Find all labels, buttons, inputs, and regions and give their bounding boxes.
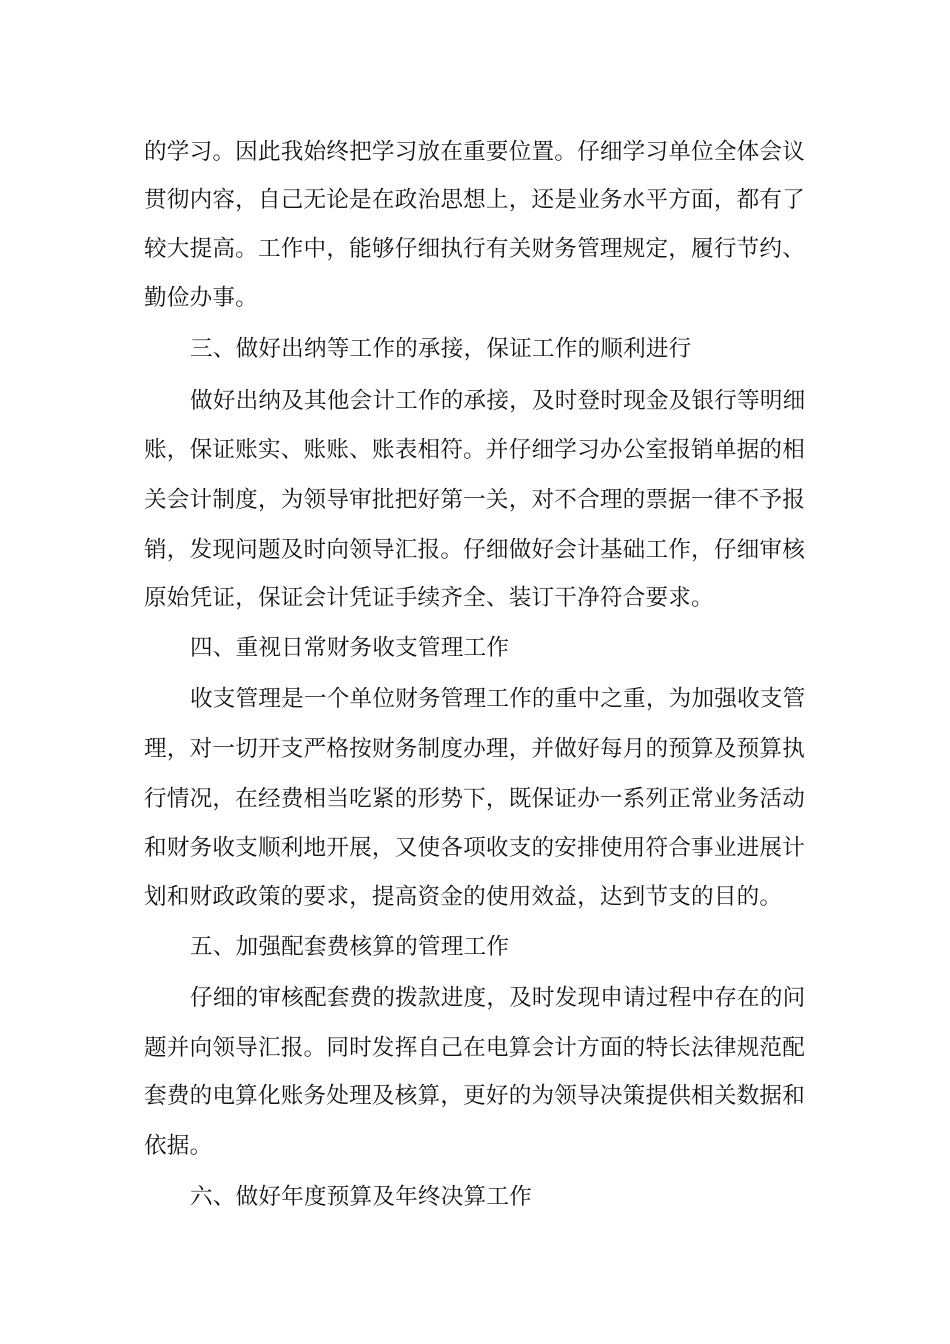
section-heading: 五、加强配套费核算的管理工作 bbox=[190, 934, 510, 960]
text-line: 贯彻内容，自己无论是在政治思想上，还是业务水平方面，都有了 bbox=[144, 187, 806, 213]
text-line: 依据。 bbox=[144, 1133, 213, 1159]
section-heading: 四、重视日常财务收支管理工作 bbox=[190, 635, 510, 661]
text-line: 仔细的审核配套费的拨款进度，及时发现申请过程中存在的问 bbox=[190, 985, 806, 1011]
text-line: 账，保证账实、账账、账表相符。并仔细学习办公室报销单据的相 bbox=[144, 437, 806, 463]
text-line: 较大提高。工作中，能够仔细执行有关财务管理规定，履行节约、 bbox=[144, 236, 806, 262]
text-line: 关会计制度，为领导审批把好第一关，对不合理的票据一律不予报 bbox=[144, 487, 806, 513]
text-line: 收支管理是一个单位财务管理工作的重中之重，为加强收支管 bbox=[190, 686, 806, 712]
text-line: 原始凭证，保证会计凭证手续齐全、装订干净符合要求。 bbox=[144, 585, 714, 611]
text-line: 和财务收支顺利地开展，又使各项收支的安排使用符合事业进展计 bbox=[144, 835, 806, 861]
text-line: 套费的电算化账务处理及核算，更好的为领导决策提供相关数据和 bbox=[144, 1083, 806, 1109]
text-line: 的学习。因此我始终把学习放在重要位置。仔细学习单位全体会议 bbox=[144, 139, 806, 165]
text-line: 勤俭办事。 bbox=[144, 285, 258, 311]
text-line: 销，发现问题及时向领导汇报。仔细做好会计基础工作，仔细审核 bbox=[144, 537, 806, 563]
section-heading: 六、做好年度预算及年终决算工作 bbox=[190, 1184, 532, 1210]
text-line: 题并向领导汇报。同时发挥自己在电算会计方面的特长法律规范配 bbox=[144, 1035, 806, 1061]
section-heading: 三、做好出纳等工作的承接，保证工作的顺利进行 bbox=[190, 336, 692, 362]
text-line: 做好出纳及其他会计工作的承接，及时登时现金及银行等明细 bbox=[190, 388, 806, 414]
text-line: 划和财政政策的要求，提高资金的使用效益，达到节支的目的。 bbox=[144, 884, 783, 910]
text-line: 理，对一切开支严格按财务制度办理，并做好每月的预算及预算执 bbox=[144, 736, 806, 762]
text-line: 行情况，在经费相当吃紧的形势下，既保证办一系列正常业务活动 bbox=[144, 786, 806, 812]
